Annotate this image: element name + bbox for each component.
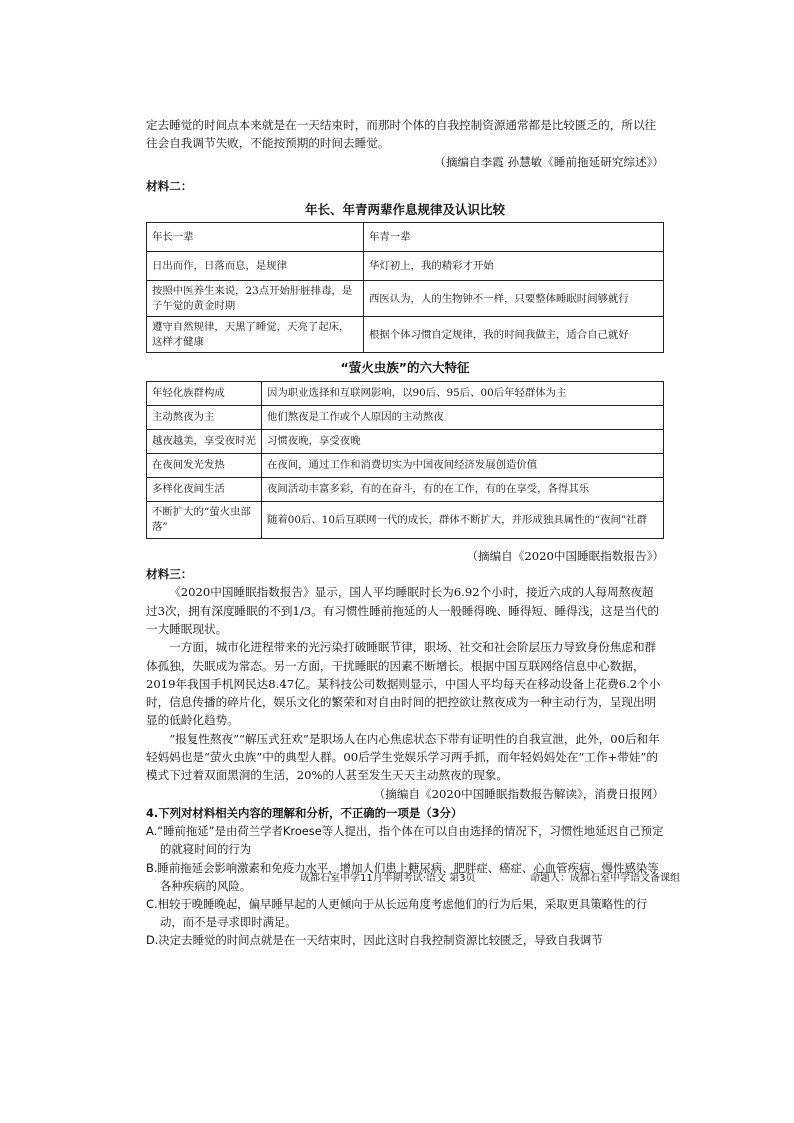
table-cell: 西医认为，人的生物钟不一样，只要整体睡眠时间够就行: [364, 281, 664, 317]
material2-source: （摘编自《2020中国睡眠指数报告》）: [466, 548, 664, 563]
table-cell: 不断扩大的“萤火虫部落”: [147, 501, 262, 538]
table-header-cell: 年长一辈: [147, 223, 364, 252]
table-cell: 在夜间发光发热: [147, 453, 262, 477]
table-row: [147, 405, 664, 429]
option-c: C.相较于晚睡晚起，偏早睡早起的人更倾向于从长远角度考虑他们的行为后果，采取更具策略性的行动，而不是寻求即时满足。: [146, 896, 648, 930]
table-cell: 随着00后、10后互联网一代的成长，群体不断扩大，并形成独具属性的“夜间”社群: [262, 501, 664, 538]
material3-paragraph: 《2020中国睡眠指数报告》显示，国人平均睡眠时长为6.92个小时，接近六成的人每周熬夜超过3次，拥有深度睡眠的不到1/3。有习惯性睡前拖延的人一般睡得晚、睡得短、睡得浅，这是当代的一大睡眠现状。: [146, 585, 659, 636]
material3-source: （摘编自《2020中国睡眠指数报告解读》，消费日报网）: [373, 786, 664, 801]
material3-paragraph: 一方面，城市化进程带来的光污染打破睡眠节律，职场、社交和社会阶层压力导致身份焦虑和群体孤独，失眠成为常态。另一方面，干扰睡眠的因素不断增长。根据中国互联网络信息中心数据，2019年我国手机网民达8.47亿。某科技公司数据则显示，中国人平均每天在移动设备上花费6.2个小时，信息传播的碎片化，娱乐文化的繁荣和对自由时间的把控欲让熬夜成为一种主动行为，呈现出明显的低龄化趋势。: [146, 640, 661, 728]
material2-label: 材料二：: [146, 178, 193, 193]
footer-right: 命题人：成都石室中学语文备课组: [530, 873, 680, 884]
option-d: D.决定去睡觉的时间点就是在一天结束时，因此这时自我控制资源比较匮乏，导致自我调节: [146, 933, 603, 948]
table-cell: 在夜间，通过工作和消费切实为中国夜间经济发展创造价值: [262, 453, 664, 477]
table-cell: 他们熬夜是工作或个人原因的主动熬夜: [262, 405, 664, 429]
page-content: [146, 116, 664, 950]
table-cell: 习惯夜晚，享受夜晚: [262, 429, 664, 453]
table-row: [147, 281, 664, 317]
material3-label: 材料三：: [146, 567, 193, 582]
table-cell: 遵守自然规律，天黑了睡觉，天亮了起床，这样才健康: [147, 317, 364, 353]
option-a: A.“睡前拖延”是由荷兰学者Kroese等人提出，指个体在可以自由选择的情况下，习惯性地延迟自己预定的就寝时间的行为: [146, 824, 664, 857]
table-row: [147, 501, 664, 538]
table-row: [147, 381, 664, 405]
intro-paragraph: 定去睡觉的时间点本来就是在一天结束时，而那时个体的自我控制资源通常都是比较匮乏的，所以往往会自我调节失败，不能按预期的时间去睡觉。: [146, 118, 657, 151]
table-cell: 主动熬夜为主: [147, 405, 262, 429]
intro-source: （摘编自李霞 孙慧敏《睡前拖延研究综述》）: [434, 154, 664, 169]
table-row: [147, 252, 664, 281]
table2-title: “萤火虫族”的六大特征: [340, 360, 470, 376]
table-row: [147, 453, 664, 477]
page-footer: [300, 869, 680, 884]
table-row: [147, 429, 664, 453]
table-row: [147, 223, 664, 252]
footer-left: 成都石室中学11月半期考试·语文 第3页: [300, 873, 476, 884]
table-cell: 华灯初上，我的精彩才开始: [364, 252, 664, 281]
table-cell: 日出而作，日落而息，是规律: [147, 252, 364, 281]
question-stem: 4.下列对材料相关内容的理解和分析，不正确的一项是（3分）: [146, 805, 463, 820]
table-cell: 因为职业选择和互联网影响，以90后、95后、00后年轻群体为主: [262, 381, 664, 405]
option-b: B.睡前拖延会影响激素和免疫力水平，增加人们患上糖尿病、肥胖症、癌症、心血管疾病、慢性感染等各种疾病的风险。: [146, 860, 659, 893]
table1-title: 年长、年青两辈作息规律及认识比较: [304, 202, 505, 218]
table-cell: 多样化夜间生活: [147, 477, 262, 501]
comparison-table: [146, 222, 664, 353]
table-row: [147, 477, 664, 501]
table-cell: 根据个体习惯自定规律，我的时间我做主，适合自己就好: [364, 317, 664, 353]
table-header-cell: 年青一辈: [364, 223, 664, 252]
table-row: [147, 317, 664, 353]
features-table: [146, 381, 664, 539]
table-cell: 夜间活动丰富多彩，有的在奋斗，有的在工作，有的在享受，各得其乐: [262, 477, 664, 501]
table-cell: 按照中医养生来说，23点开始肝脏排毒，是子午觉的黄金时期: [147, 281, 364, 317]
material3-paragraph: “报复性熬夜”“解压式狂欢”是职场人在内心焦虑状态下带有证明性的自我宣泄，此外，00后和年轻妈妈也是“萤火虫族”中的典型人群。00后学生党娱乐学习两手抓，而年轻妈妈处在“工作+带娃”的模式下过着双面黑洞的生活，20%的人甚至发生天天主动熬夜的现象。: [146, 731, 660, 783]
table-cell: 年轻化族群构成: [147, 381, 262, 405]
table-cell: 越夜越美，享受夜时光: [147, 429, 262, 453]
